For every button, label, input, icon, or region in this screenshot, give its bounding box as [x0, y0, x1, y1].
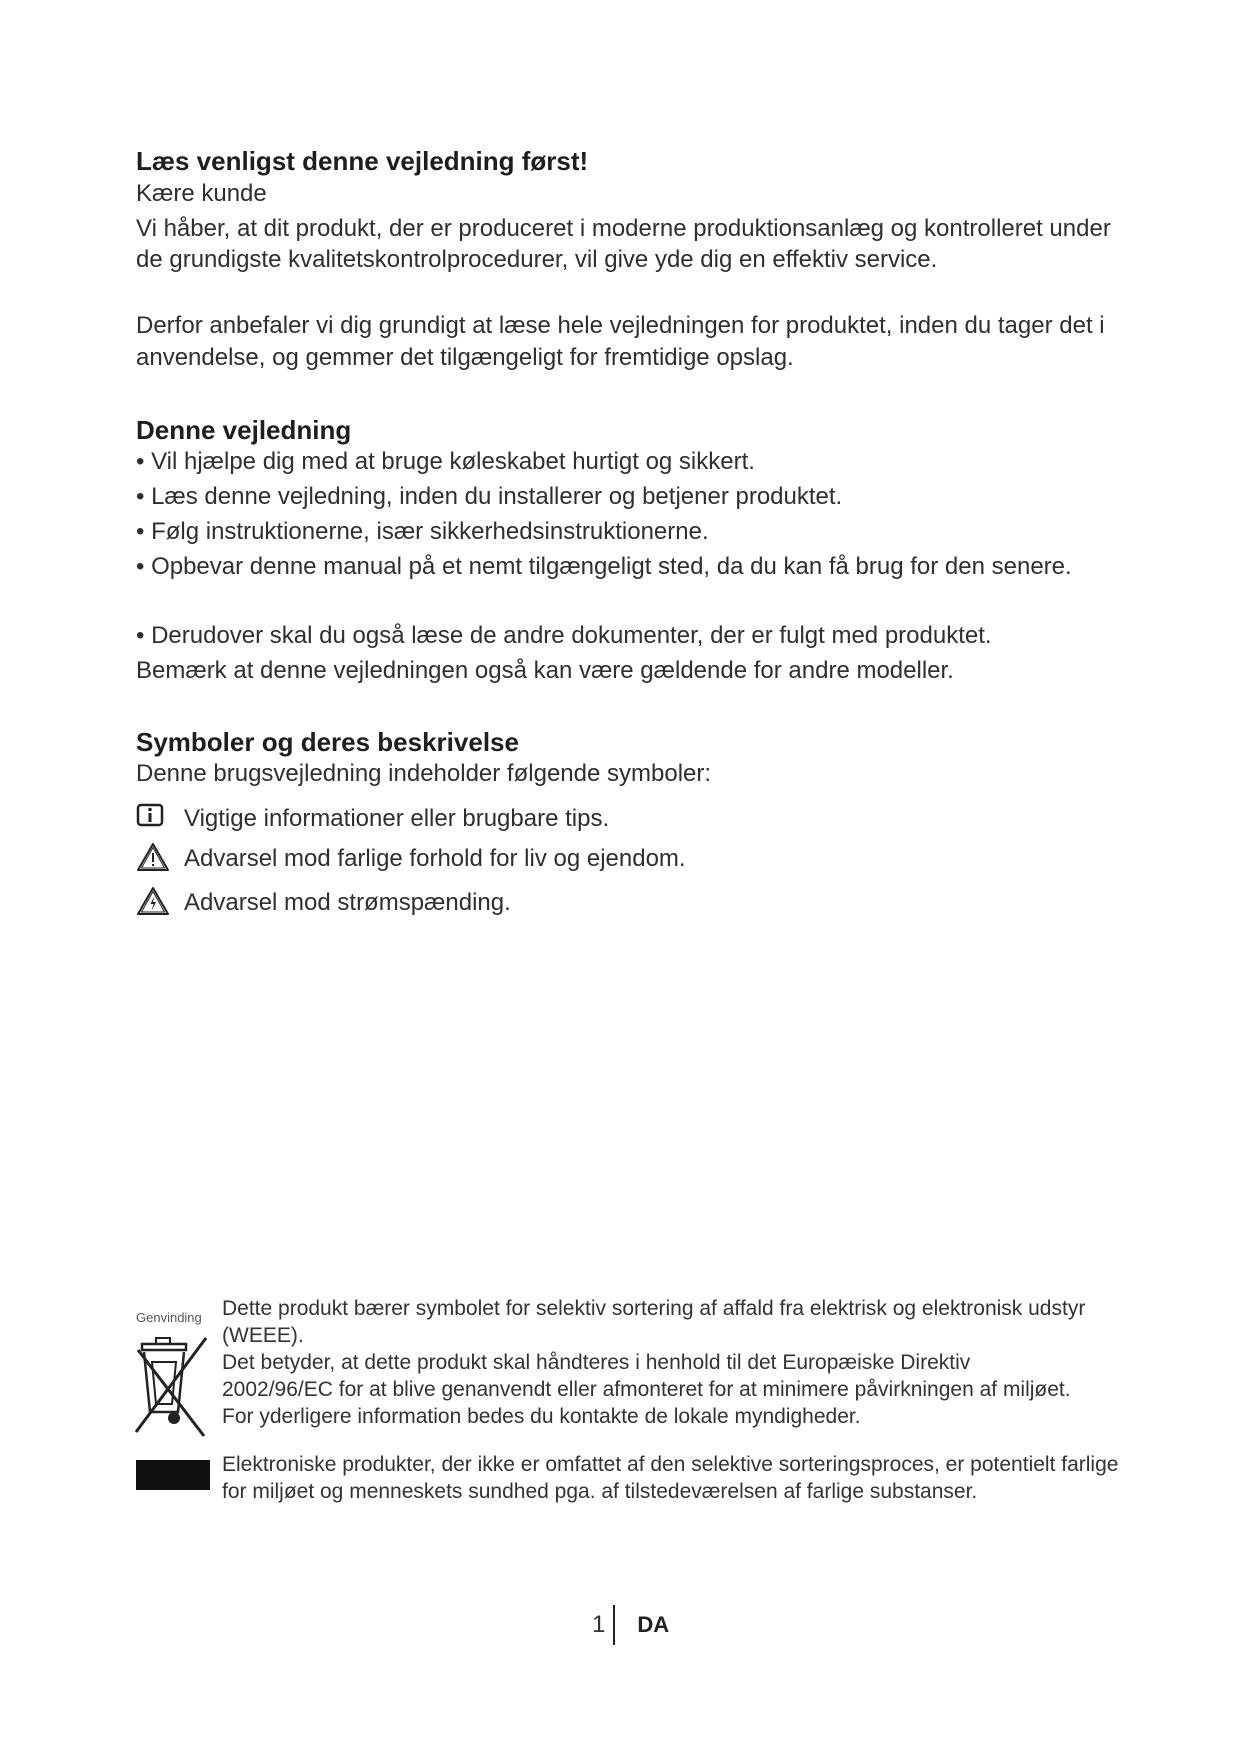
intro-paragraph-2: Derfor anbefaler vi dig grundigt at læse hele vejledningen for produktet, inden du tager det i anvendelse, og gemmer det tilgængeligt for fremtidige opslag.	[136, 312, 1105, 371]
voltage-warning-icon	[136, 886, 170, 920]
symbol-row-warning	[136, 842, 686, 876]
symbol-row-info	[136, 802, 609, 836]
page-footer	[592, 1605, 669, 1645]
weee-black-bar	[136, 1460, 210, 1490]
recycling-paragraph-1: Dette produkt bærer symbolet for selektiv sortering af affald fra elektrisk og elektronisk udstyr (WEEE).	[222, 1297, 1086, 1347]
symbol-description: Advarsel mod strømspænding.	[184, 889, 511, 916]
page-number: 1	[592, 1611, 606, 1638]
recycling-paragraph-3: Elektroniske produkter, der ikke er omfattet af den selektive sorteringsproces, er potentielt farlige for miljøet og menneskets sundhed pga. af tilstedeværelsen af farlige substanser.	[222, 1453, 1119, 1503]
symbol-description: Vigtige informationer eller brugbare tips.	[184, 805, 610, 832]
footer-divider	[613, 1605, 615, 1645]
warning-icon	[136, 842, 170, 876]
guide-bullet: • Følg instruktionerne, især sikkerhedsinstruktionerne.	[136, 518, 709, 545]
symbols-heading: Symboler og deres beskrivelse	[136, 727, 519, 757]
greeting: Kære kunde	[136, 180, 267, 207]
guide-bullet: • Derudover skal du også læse de andre dokumenter, der er fulgt med produktet.	[136, 622, 992, 649]
language-code: DA	[637, 1612, 670, 1637]
intro-paragraph-1: Vi håber, at dit produkt, der er produceret i moderne produktionsanlæg og kontrolleret under de grundigste kvalitetskontrolprocedurer, vil give yde dig en effektiv service.	[136, 215, 1111, 273]
recycling-paragraph-2: Det betyder, at dette produkt skal håndteres i henhold til det Europæiske Direktiv 2002/96/EC for at blive genanvendt eller afmonteret for at minimere påvirkningen af miljøet. For yderligere information bedes du kontakte de lokale myndigheder.	[222, 1351, 1071, 1428]
weee-bin-icon	[134, 1332, 214, 1447]
symbol-row-voltage	[136, 886, 511, 920]
guide-bullet: • Opbevar denne manual på et nemt tilgængeligt sted, da du kan få brug for den senere.	[136, 553, 1072, 580]
intro-heading: Læs venligst denne vejledning først!	[136, 146, 589, 176]
guide-note: Bemærk at denne vejledningen også kan være gældende for andre modeller.	[136, 657, 954, 684]
recycling-label: Genvinding	[136, 1310, 202, 1325]
symbol-description: Advarsel mod farlige forhold for liv og ejendom.	[184, 845, 686, 872]
guide-bullet: • Læs denne vejledning, inden du installerer og betjener produktet.	[136, 483, 843, 510]
info-icon	[136, 802, 170, 836]
guide-heading: Denne vejledning	[136, 415, 352, 445]
guide-bullet: • Vil hjælpe dig med at bruge køleskabet hurtigt og sikkert.	[136, 448, 755, 475]
symbols-intro: Denne brugsvejledning indeholder følgende symboler:	[136, 760, 712, 787]
